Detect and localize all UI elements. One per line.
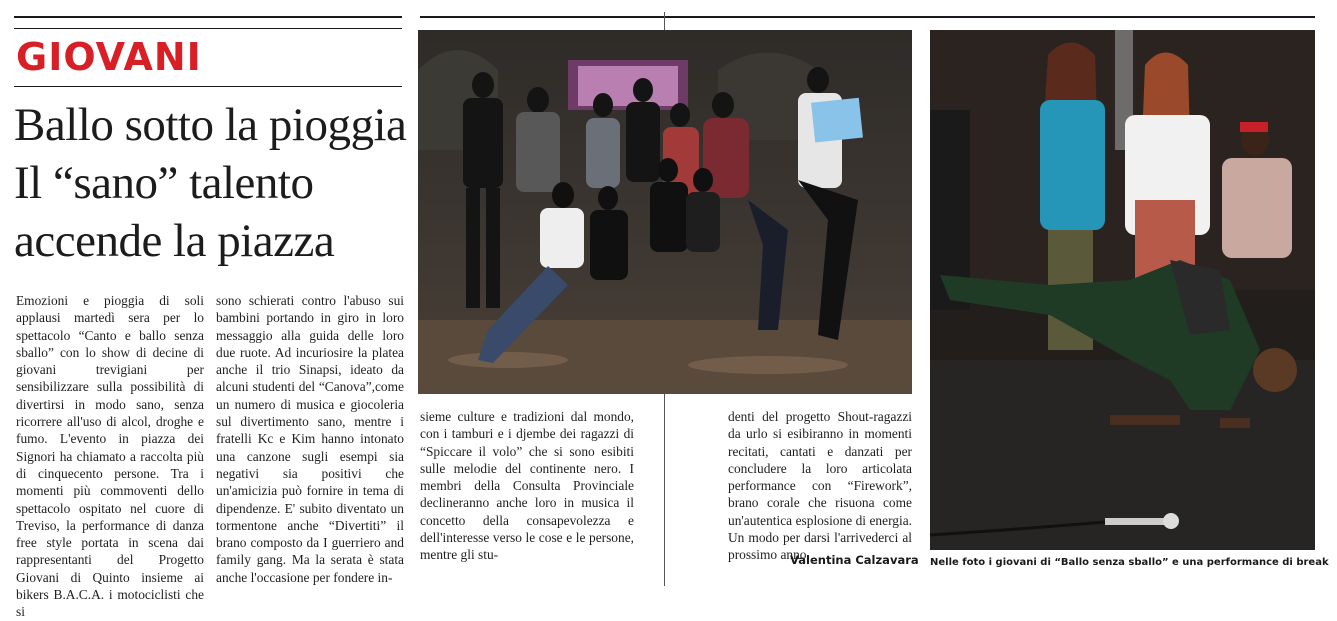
breakdance-photo-illustration [930, 30, 1315, 550]
section-label: GIOVANI [16, 35, 202, 79]
column-3-text: sieme culture e tradizioni dal mondo, con i tamburi e i djembe dei ragazzi di “Spiccare il volo” che si sono esibiti sulle melodie del continente nero. I membri della Consulta Provinciale declineranno anche loro in musica il concetto della consapevolezza e dell'interesse verso le cose e le persone, mentre gli stu- [420, 409, 634, 563]
headline-line-1: Ballo sotto la pioggia [14, 99, 407, 151]
article-column-3 [420, 408, 634, 584]
headline-line-3: accende la piazza [14, 215, 335, 267]
headline-line-2: Il “sano” talento [14, 157, 314, 209]
byline: Valentina Calzavara [790, 553, 919, 567]
breakdance-photo [930, 30, 1315, 550]
group-photo [418, 30, 912, 394]
top-rule-left [14, 16, 402, 18]
group-photo-illustration [418, 30, 912, 394]
photo-caption: Nelle foto i giovani di “Ballo senza sballo” e una performance di break [930, 557, 1329, 568]
article-column-2 [216, 292, 404, 584]
headline [14, 96, 414, 270]
article-column-1 [16, 292, 204, 620]
top-rule-right [420, 16, 1315, 18]
section-rule-bottom [14, 86, 402, 87]
section-rule-top [14, 28, 402, 29]
column-1-text: Emozioni e pioggia di soli applausi martedì sera per lo spettacolo “Canto e ballo senza sballo” con lo show di decine di giovani trevigiani per sensibilizzare sulla possibilità di divertirsi in modo sano, senza ricorrere all'uso di alcol, droghe e fumo. L'evento in piazza dei Signori ha chiamato a raccolta più di cinquecento persone. Tra i momenti più commoventi dello spettacolo ospitato nel cuore di Treviso, la performance di danza free style portata in scena dai rappresentanti del Progetto Giovani di Quinto insieme ai bikers B.A.C.A. i motociclisti che si [16, 293, 204, 620]
column-4-text: denti del progetto Shout-ragazzi da urlo si esibiranno in momenti recitati, cantati e danzati per concludere la loro articolata performance con “Firework”, brano corale che risuona come un'autentica esplosione di energia. Un modo per darsi l'arrivederci al prossimo anno. [728, 409, 912, 563]
column-2-text: sono schierati contro l'abuso sui bambini portando in giro in loro messaggio alla guida delle loro due ruote. Ad incuriosire la platea anche il trio Sinapsi, ideato da alcuni studenti del “Canova”,come un numero di musica e giocoleria sul divertimento sano, mentre i fratelli Kc e Kim hanno intonato una canzone sugli esempi sia negativi sia positivi che un'amicizia può fornire in tema di dipendenze. E' subito diventato un tormentone anche “Divertiti” il brano composto da I guerriero and family gang. Ma la serata è stata anche l'occasione per fondere in- [216, 293, 404, 585]
